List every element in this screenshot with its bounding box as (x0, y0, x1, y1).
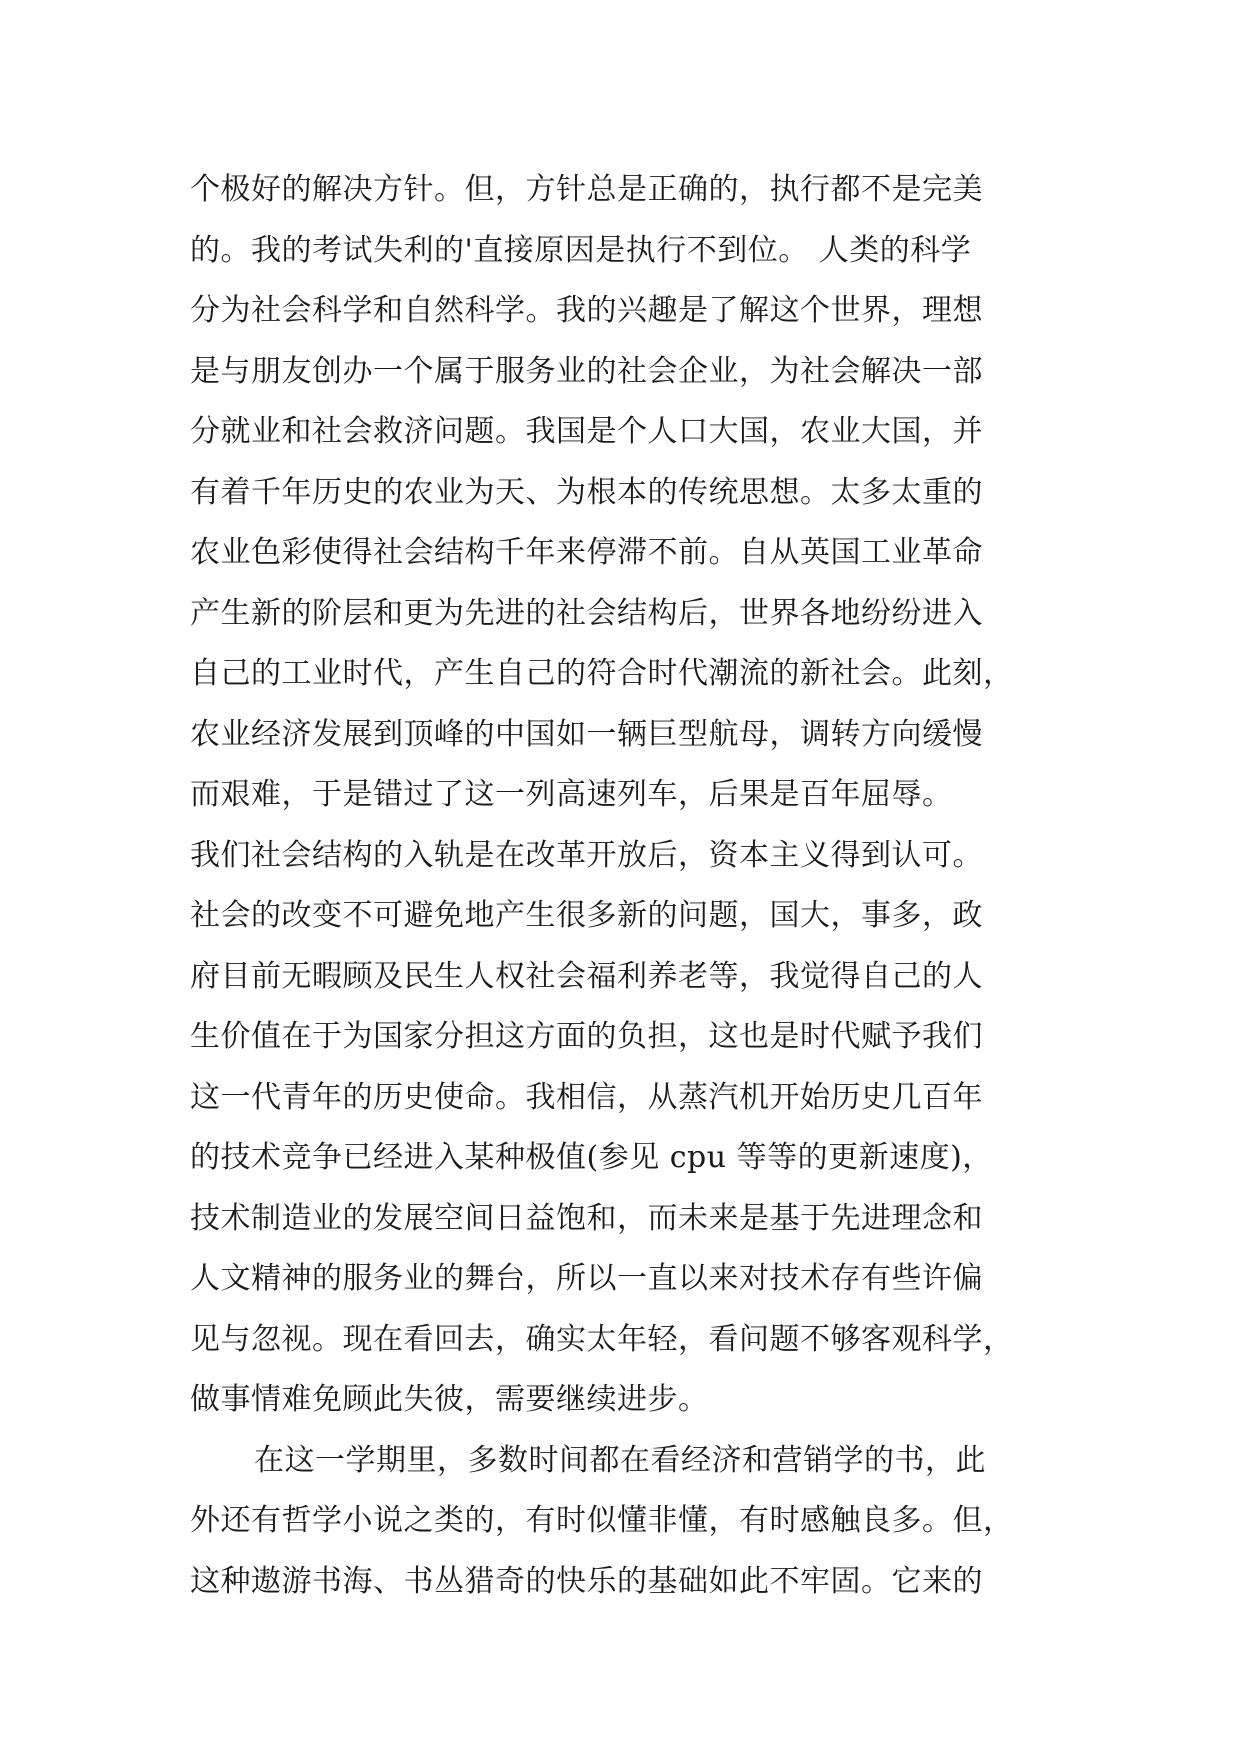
text-line: 是与朋友创办一个属于服务业的社会企业，为社会解决一部 (190, 353, 983, 389)
text-line: 的。我的考试失利的'直接原因是执行不到位。 人类的科学 (190, 232, 972, 268)
text-line: 生价值在于为国家分担这方面的负担，这也是时代赋予我们 (190, 1019, 983, 1054)
paragraph-first-line: 在这一学期里，多数时间都在看经济和营销学的书，此 (254, 1442, 986, 1478)
text-line: 我们社会结构的入轨是在改革开放后，资本主义得到认可。 (190, 837, 983, 873)
text-line: 农业经济发展到顶峰的中国如一辆巨型航母，调转方向缓慢 (190, 716, 983, 752)
text-line: 技术制造业的发展空间日益饱和，而未来是基于先进理念和 (190, 1200, 983, 1236)
text-line: 的技术竞争已经进入某种极值(参见 cpu 等等的更新速度)， (190, 1140, 993, 1175)
text-line: 分为社会科学和自然科学。我的兴趣是了解这个世界，理想 (190, 293, 983, 328)
text-line: 外还有哲学小说之类的，有时似懂非懂，有时感触良多。但， (190, 1503, 1014, 1538)
text-line: 这种遨游书海、书丛猎奇的快乐的基础如此不牢固。它来的 (190, 1563, 983, 1599)
text-line: 见与忽视。现在看回去，确实太年轻，看问题不够客观科学， (190, 1321, 1014, 1357)
text-line: 农业色彩使得社会结构千年来停滞不前。自从英国工业革命 (190, 535, 983, 570)
text-line: 分就业和社会救济问题。我国是个人口大国，农业大国，并 (190, 414, 983, 449)
text-line: 产生新的阶层和更为先进的社会结构后，世界各地纷纷进入 (190, 595, 983, 631)
text-line: 做事情难免顾此失彼，需要继续进步。 (190, 1382, 709, 1417)
text-line: 府目前无暇顾及民生人权社会福利养老等，我觉得自己的人 (190, 958, 983, 994)
body-text (190, 160, 1070, 1612)
text-line: 有着千年历史的农业为天、为根本的传统思想。太多太重的 (190, 474, 983, 510)
text-line: 人文精神的服务业的舞台，所以一直以来对技术存有些许偏 (190, 1261, 983, 1296)
text-line: 社会的改变不可避免地产生很多新的问题，国大，事多，政 (190, 898, 983, 933)
text-line: 个极好的解决方针。但，方针总是正确的，执行都不是完美 (190, 172, 983, 207)
text-line: 自己的工业时代，产生自己的符合时代潮流的新社会。此刻， (190, 656, 1014, 691)
text-line: 这一代青年的历史使命。我相信，从蒸汽机开始历史几百年 (190, 1079, 983, 1115)
text-line: 而艰难，于是错过了这一列高速列车，后果是百年屈辱。 (190, 777, 953, 812)
